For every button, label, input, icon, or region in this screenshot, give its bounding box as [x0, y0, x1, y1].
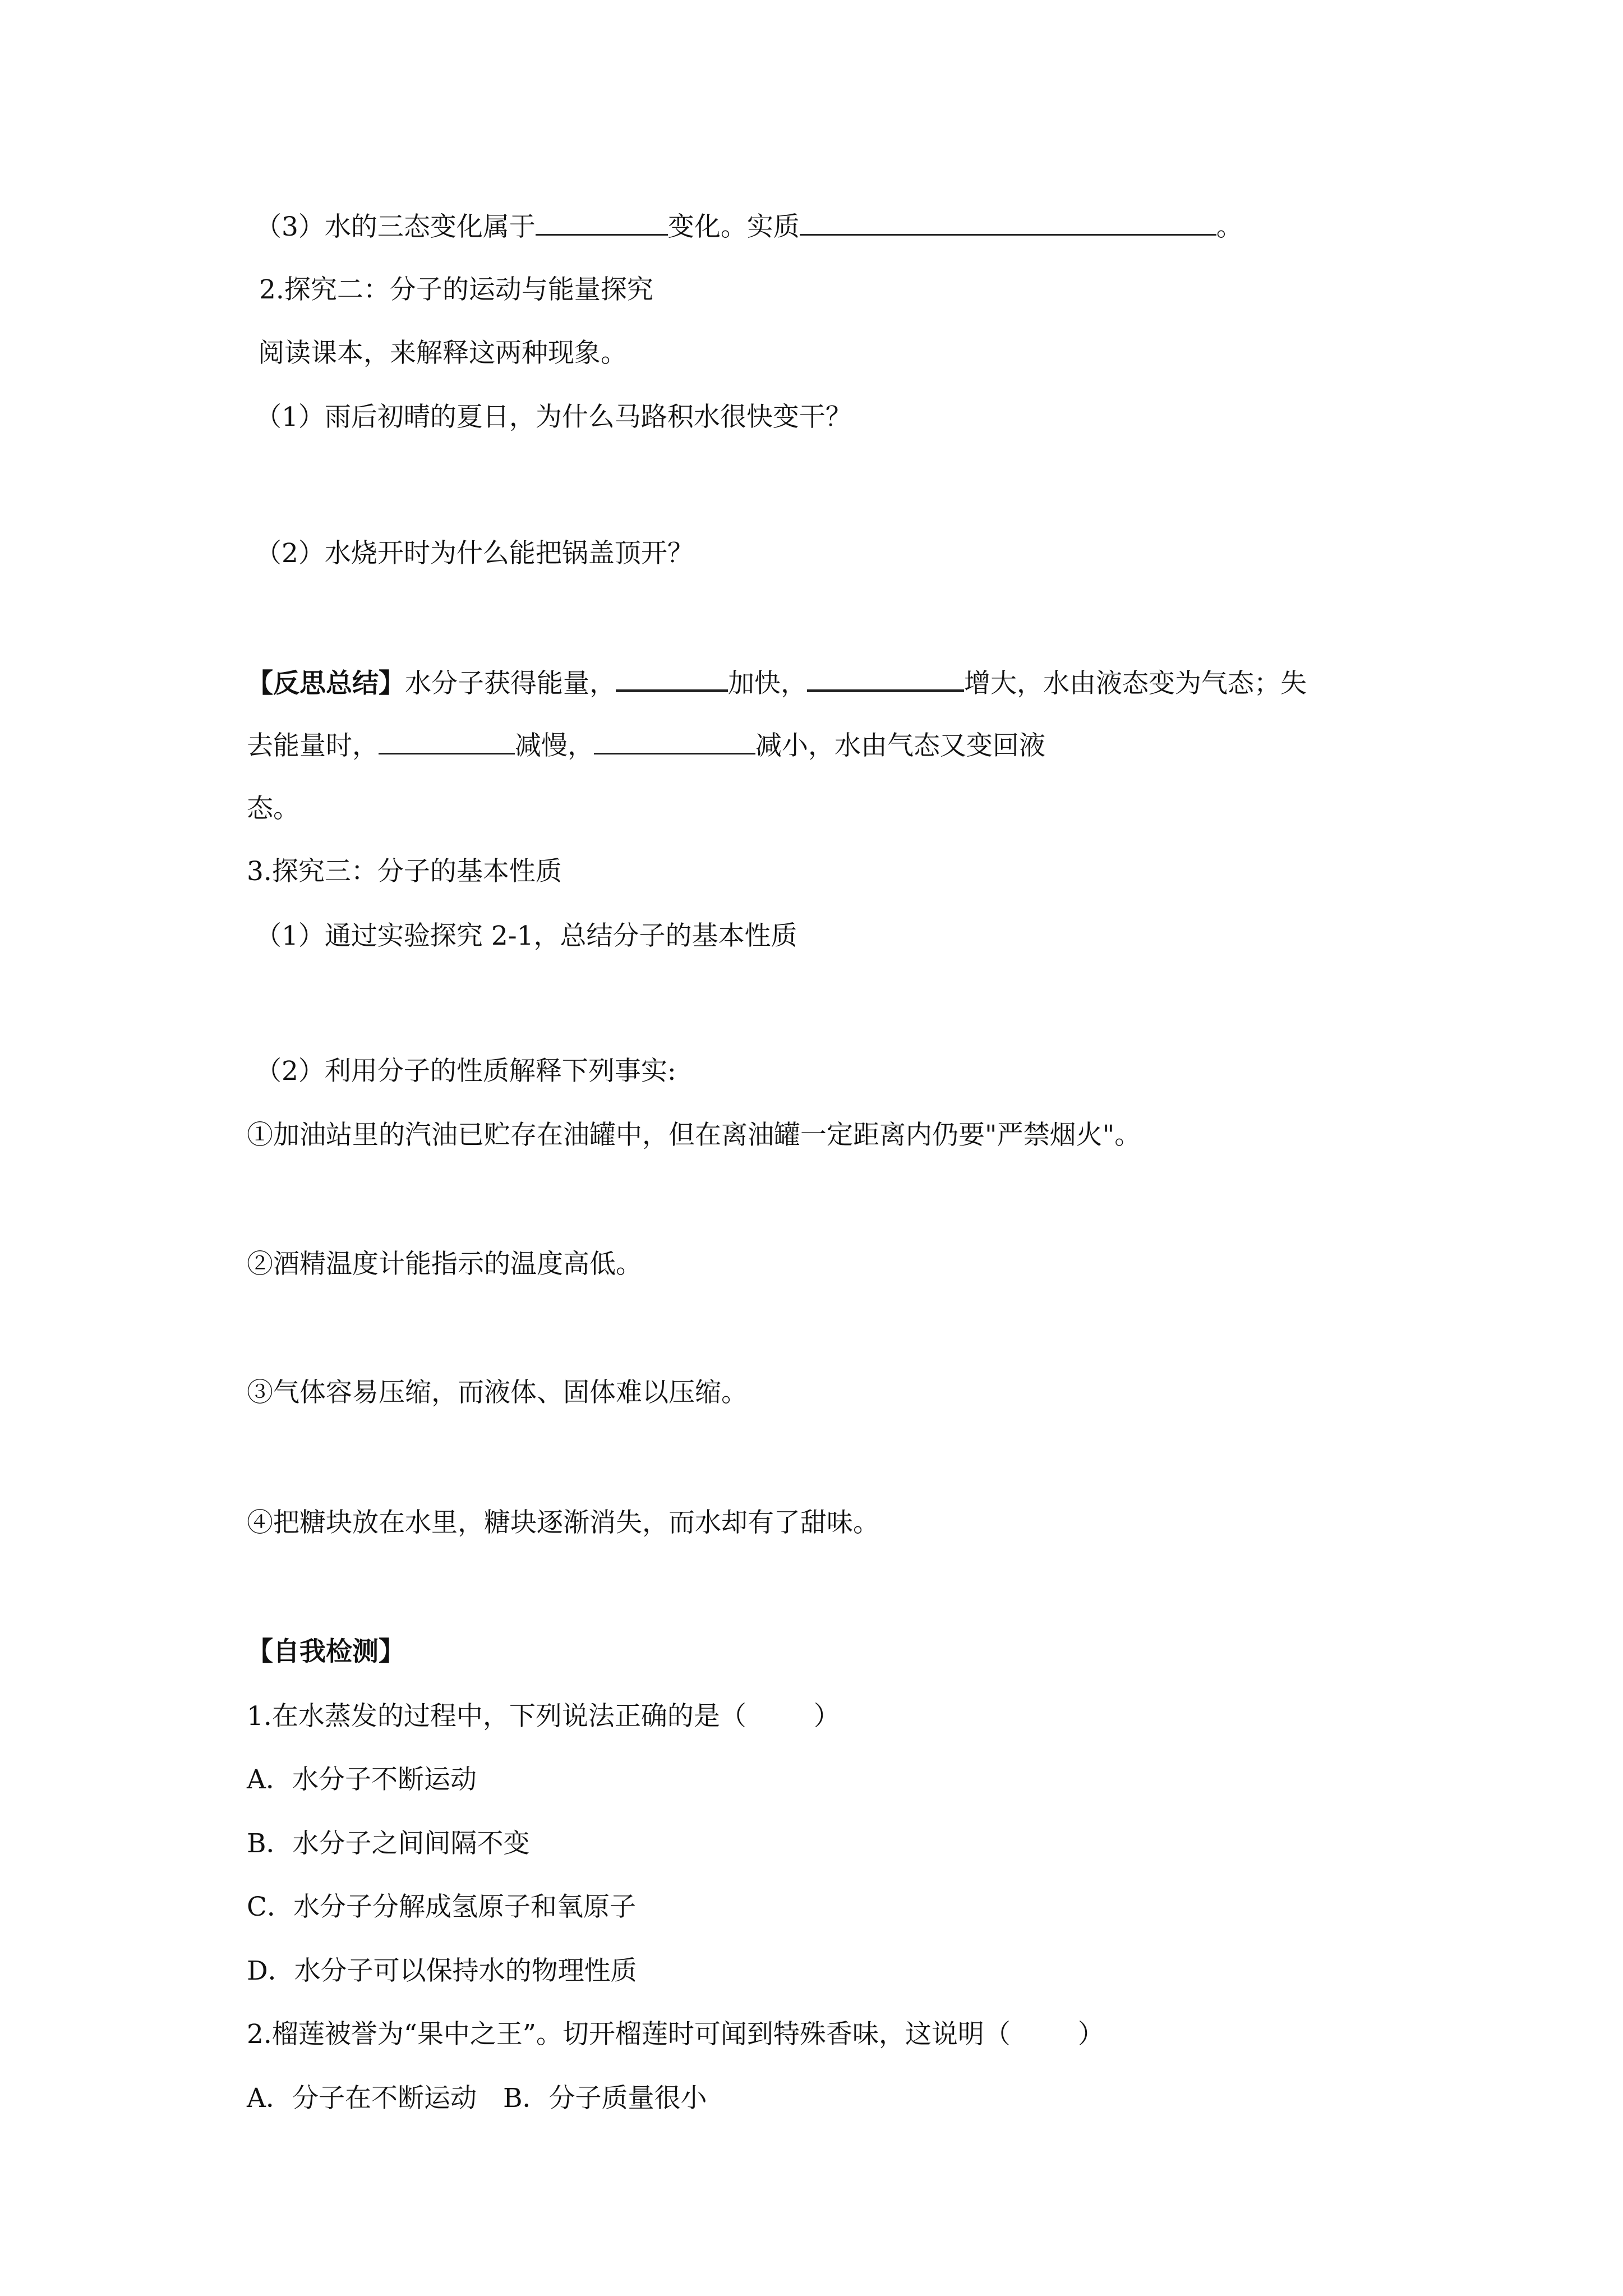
text: 去能量时， — [247, 730, 379, 761]
text: 。 — [1216, 211, 1243, 242]
question-stem: 2.榴莲被誉为“果中之王”。切开榴莲时可闻到特殊香味，这说明（ — [247, 2019, 1011, 2050]
text: （3）水的三态变化属于 — [255, 211, 536, 242]
answer-blank — [536, 209, 668, 236]
text: 减小，水由气态又变回液 — [755, 730, 1045, 761]
test-question-1-option-b: B．水分子之间间隔不变 — [247, 1828, 530, 1859]
text: 水分子获得能量， — [405, 668, 616, 699]
question-3-water-states — [255, 209, 1243, 244]
fact-3: ③气体容易压缩，而液体、固体难以压缩。 — [247, 1377, 748, 1408]
text: ） — [813, 1701, 840, 1732]
text: 减慢， — [515, 730, 594, 761]
fact-4: ④把糖块放在水里，糖块逐渐消失，而水却有了甜味。 — [247, 1507, 879, 1538]
text: 变化。实质 — [667, 211, 800, 242]
test-question-1-option-d: D．水分子可以保持水的物理性质 — [247, 1955, 637, 1986]
answer-blank — [594, 728, 755, 754]
test-question-2 — [247, 2018, 1104, 2051]
question-stem: 1.在水蒸发的过程中，下列说法正确的是（ — [247, 1701, 746, 1732]
section-2-intro: 阅读课本，来解释这两种现象。 — [258, 338, 627, 369]
answer-blank — [800, 209, 1216, 236]
test-question-1 — [247, 1700, 840, 1733]
test-question-2-options-ab: A．分子在不断运动 B．分子质量很小 — [247, 2083, 707, 2114]
section-3-title: 3.探究三：分子的基本性质 — [247, 856, 562, 887]
reflection-label: 【反思总结】 — [247, 668, 405, 699]
test-question-1-option-c: C．水分子分解成氢原子和氧原子 — [247, 1892, 636, 1922]
self-test-title: 【自我检测】 — [247, 1636, 405, 1667]
text: 加快， — [728, 668, 807, 699]
answer-blank — [379, 728, 515, 754]
reflection-summary-line-3: 态。 — [247, 793, 299, 824]
section-2-title: 2.探究二：分子的运动与能量探究 — [259, 274, 653, 305]
text: ） — [1077, 2019, 1104, 2050]
section-3-question-2: （2）利用分子的性质解释下列事实: — [255, 1056, 676, 1087]
answer-blank — [616, 665, 728, 692]
fact-1: ①加油站里的汽油已贮存在油罐中，但在离油罐一定距离内仍要"严禁烟火"。 — [247, 1120, 1141, 1151]
section-2-question-2: （2）水烧开时为什么能把锅盖顶开？ — [255, 538, 694, 569]
text: 增大，水由液态变为气态；失 — [964, 668, 1307, 699]
test-question-1-option-a: A．水分子不断运动 — [247, 1764, 477, 1795]
reflection-summary-line-2 — [247, 728, 1045, 763]
answer-blank — [807, 665, 964, 692]
reflection-summary-line-1 — [247, 665, 1307, 701]
section-2-question-1: （1）雨后初晴的夏日，为什么马路积水很快变干？ — [255, 402, 852, 432]
section-3-question-1: （1）通过实验探究 2-1，总结分子的基本性质 — [255, 921, 797, 951]
fact-2: ②酒精温度计能指示的温度高低。 — [247, 1249, 642, 1280]
